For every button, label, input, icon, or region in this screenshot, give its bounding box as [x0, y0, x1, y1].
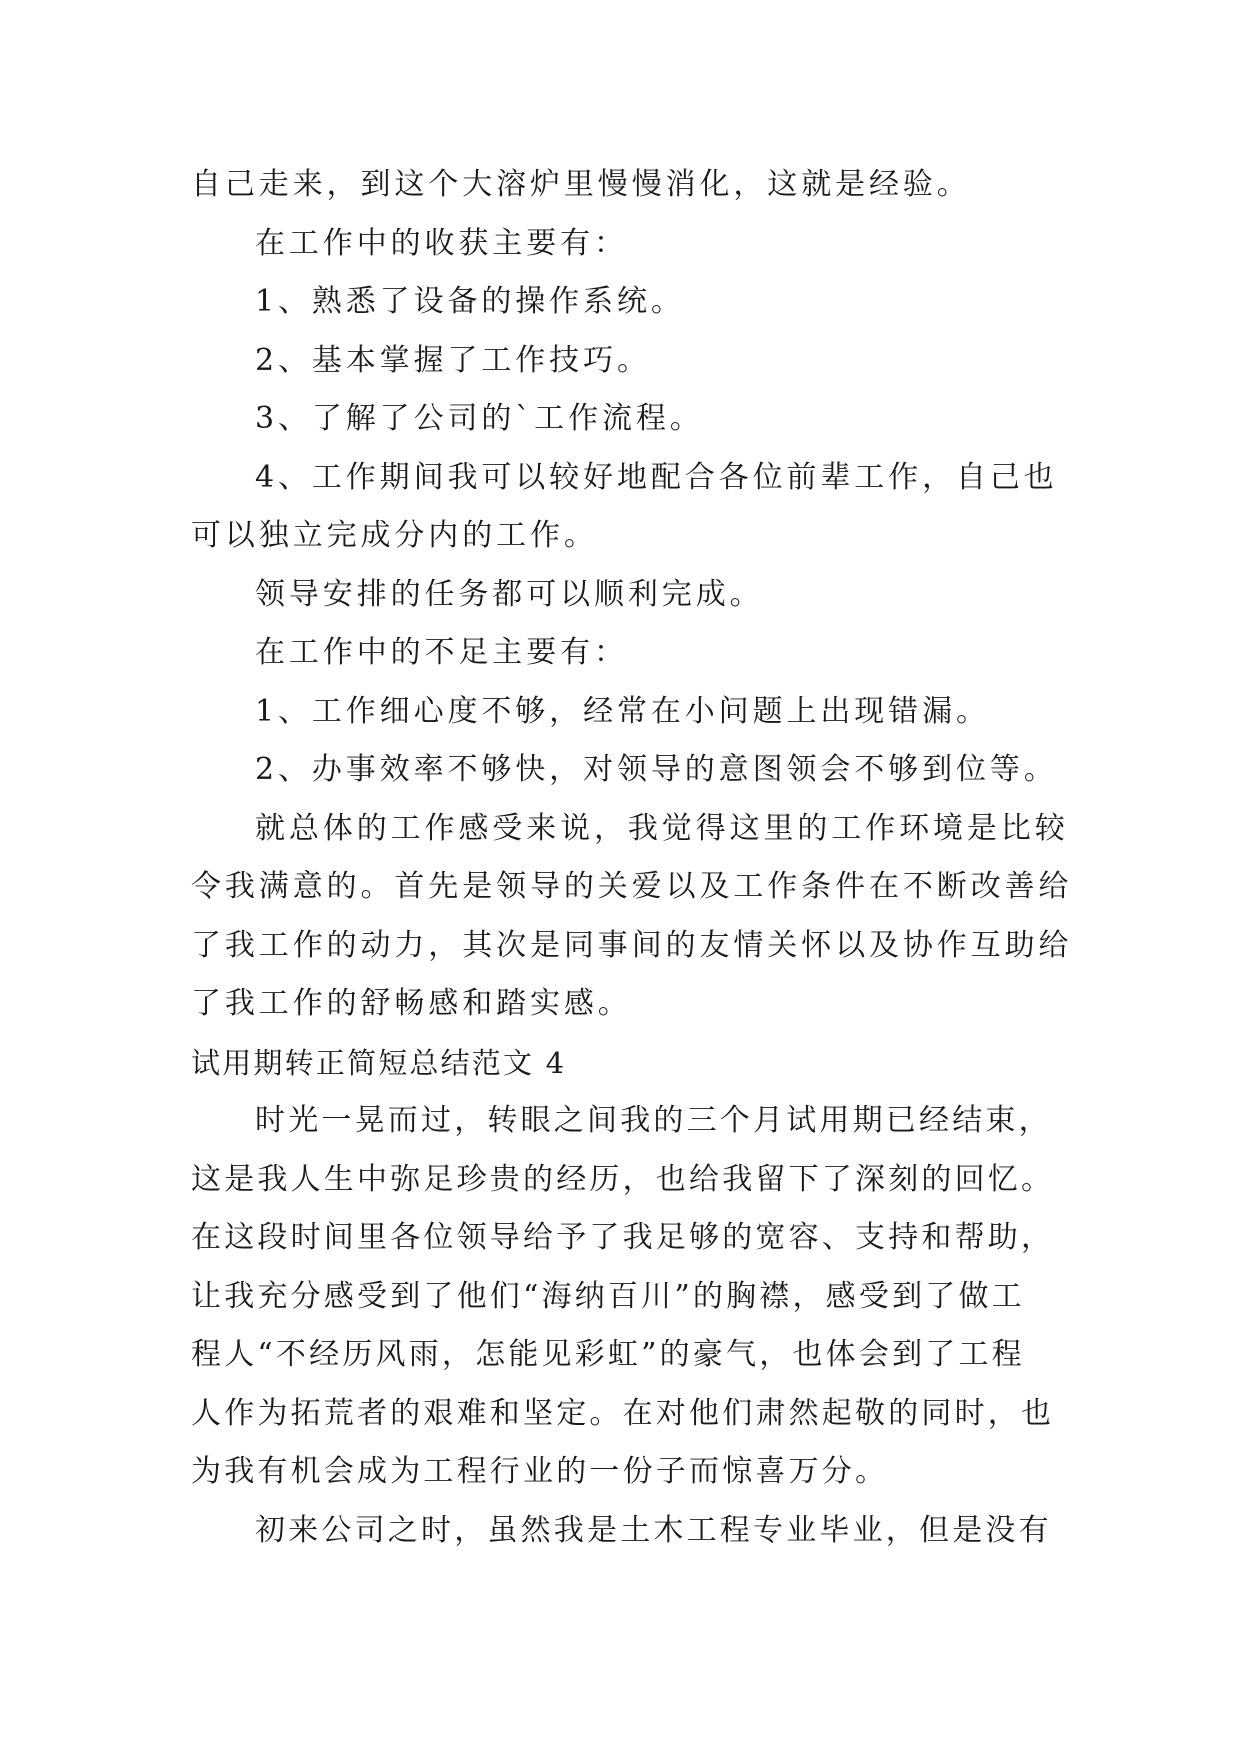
paragraph-line: 程人“不经历风雨，怎能见彩虹”的豪气，也体会到了工程: [191, 1337, 1025, 1372]
paragraph-line: 就总体的工作感受来说，我觉得这里的工作环境是比较: [255, 810, 1069, 846]
paragraph-line: 在工作中的收获主要有：: [255, 225, 628, 261]
paragraph-line: 人作为拓荒者的艰难和坚定。在对他们肃然起敬的同时，也: [191, 1395, 1055, 1431]
paragraph-line: 让我充分感受到了他们“海纳百川”的胸襟，感受到了做工: [191, 1278, 1025, 1314]
paragraph-line: 这是我人生中弥足珍贵的经历，也给我留下了深刻的回忆。: [191, 1161, 1055, 1197]
list-item: 2、办事效率不够快，对领导的意图领会不够到位等。: [255, 752, 1058, 787]
list-item: 4、工作期间我可以较好地配合各位前辈工作，自己也: [255, 459, 1058, 495]
paragraph-line: 在这段时间里各位领导给予了我足够的宽容、支持和帮助，: [191, 1220, 1055, 1255]
paragraph-line: 初来公司之时，虽然我是土木工程专业毕业，但是没有: [255, 1512, 1052, 1548]
list-item: 1、熟悉了设备的操作系统。: [255, 284, 685, 319]
section-heading: 试用期转正简短总结范文 4: [191, 1045, 567, 1080]
paragraph-line: 领导安排的任务都可以顺利完成。: [255, 576, 764, 612]
paragraph-line: 了我工作的动力，其次是同事间的友情关怀以及协作互助给: [191, 927, 1073, 963]
paragraph-line: 为我有机会成为工程行业的一份子而惊喜万分。: [191, 1454, 889, 1489]
paragraph-line: 可以独立完成分内的工作。: [191, 518, 598, 553]
paragraph-line: 了我工作的舒畅感和踏实感。: [191, 986, 632, 1021]
list-item: 1、工作细心度不够，经常在小问题上出现错漏。: [255, 693, 990, 729]
list-item: 2、基本掌握了工作技巧。: [255, 342, 651, 378]
paragraph-line: 在工作中的不足主要有：: [255, 635, 628, 670]
paragraph-line: 自己走来，到这个大溶炉里慢慢消化，这就是经验。: [191, 167, 971, 202]
list-item: 3、了解了公司的`工作流程。: [255, 401, 704, 436]
paragraph-line: 令我满意的。首先是领导的关爱以及工作条件在不断改善给: [191, 869, 1073, 904]
paragraph-line: 时光一晃而过，转眼之间我的三个月试用期已经结束，: [255, 1103, 1052, 1138]
document-body: [191, 156, 1073, 1560]
